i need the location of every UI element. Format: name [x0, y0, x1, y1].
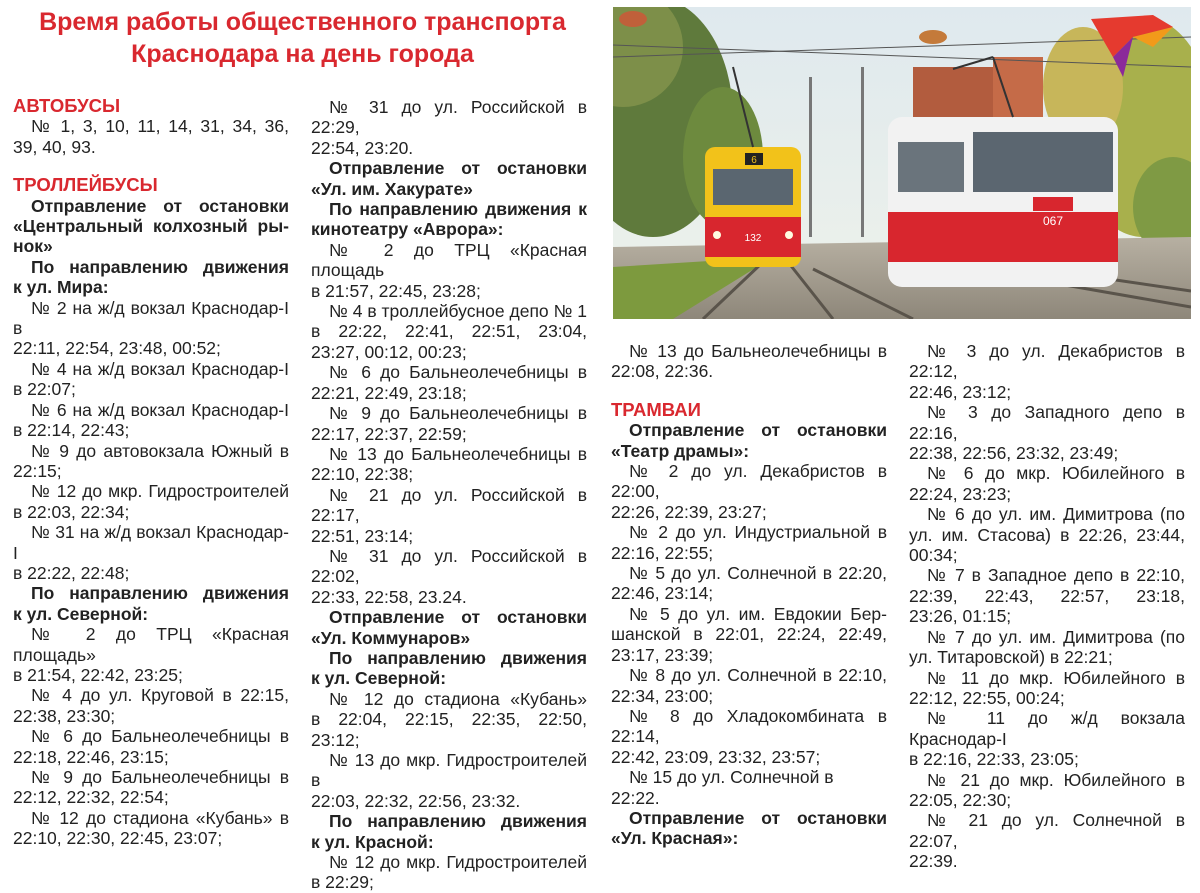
- text-line: в 22:22, 22:41, 22:51, 23:04,: [311, 321, 587, 342]
- text-line: № 21 до мкр. Юбилейного в: [927, 769, 1185, 790]
- page-title: [0, 6, 605, 70]
- text-line: № 6 до Бальнеолечебницы в: [329, 362, 587, 383]
- text-line: шанской в 22:01, 22:24, 22:49,: [611, 624, 887, 645]
- text-line: По направлению движения: [31, 583, 289, 604]
- text-line: Отправление от остановки: [629, 420, 887, 441]
- text-line: «Театр драмы»:: [611, 440, 750, 461]
- text-line: По направлению движения: [31, 256, 289, 277]
- text-line: № 6 до ул. им. Димитрова (по: [927, 504, 1185, 525]
- text-line: ул. им. Стасова) в 22:26, 23:44,: [909, 524, 1185, 545]
- tram-left-route: 6: [751, 155, 757, 166]
- text-line: в 22:03, 22:34;: [13, 501, 130, 522]
- text-line: 22:46, 23:12;: [909, 381, 1012, 402]
- text-line: № 6 до мкр. Юбилейного в: [927, 463, 1185, 484]
- text-line: № 7 в Западное депо в 22:10,: [927, 565, 1185, 586]
- text-line: 22:51, 23:14;: [311, 525, 414, 546]
- text-line: № 2 до ул. Индустриальной в: [629, 522, 887, 543]
- text-line: № 11 до ж/д вокзала Краснодар-I: [909, 708, 1185, 749]
- text-line: № 3 до ул. Декабристов в 22:12,: [909, 341, 1185, 382]
- text-line: «Центральный колхозный ры-: [13, 216, 289, 237]
- text-line: 22:33, 22:58, 23.24.: [311, 586, 467, 607]
- text-line: По направлению движения: [329, 647, 587, 668]
- text-line: № 11 до мкр. Юбилейного в: [927, 667, 1185, 688]
- text-line: 22:12, 22:55, 00:24;: [909, 687, 1065, 708]
- title-line-2: Краснодара на день города: [131, 40, 474, 68]
- text-line: 22:46, 23:14;: [611, 583, 714, 604]
- text-line: № 21 до ул. Российской в 22:17,: [311, 484, 587, 526]
- text-line: в 22:07;: [13, 379, 76, 400]
- text-line: «Ул. им. Хакурате»: [311, 178, 473, 199]
- text-line: 22:10, 22:30, 22:45, 23:07;: [13, 828, 223, 849]
- text-line: № 13 до Бальнеолечебницы в: [329, 443, 587, 464]
- text-line: в 22:22, 22:48;: [13, 562, 130, 583]
- text-line: 22:38, 23:30;: [13, 705, 116, 726]
- text-line: кинотеатру «Аврора»:: [311, 219, 504, 240]
- text-line: № 2 до ТРЦ «Красная площадь: [311, 239, 587, 281]
- text-line: № 12 до стадиона «Кубань» в: [31, 807, 289, 828]
- text-line: в 21:54, 22:42, 23:25;: [13, 664, 183, 685]
- text-line: 22:38, 22:56, 23:32, 23:49;: [909, 443, 1119, 464]
- text-line: в 22:14, 22:43;: [13, 420, 130, 441]
- text-line: нок»: [13, 236, 53, 257]
- column-1: [13, 92, 289, 849]
- tram-left-number: 132: [744, 233, 762, 244]
- text-line: № 5 до ул. им. Евдокии Бер-: [629, 603, 887, 624]
- text-line: № 8 до ул. Солнечной в 22:10,: [629, 665, 887, 686]
- text-line: № 5 до ул. Солнечной в 22:20,: [629, 563, 887, 584]
- text-line: № 13 до мкр. Гидростроителей в: [311, 750, 587, 791]
- text-line: № 2 до ТРЦ «Красная площадь»: [13, 624, 289, 665]
- text-line: № 4 в троллейбусное депо № 1: [329, 301, 587, 322]
- column-2: [311, 97, 587, 893]
- text-line: «Ул. Коммунаров»: [311, 627, 471, 648]
- text-line: По направлению движения к: [329, 199, 587, 220]
- text-line: 22:05, 22:30;: [909, 789, 1012, 810]
- text-line: 22:12, 22:32, 22:54;: [13, 787, 169, 808]
- text-line: № 8 до Хладокомбината в 22:14,: [611, 705, 887, 747]
- text-line: № 31 до ул. Российской в 22:02,: [311, 545, 587, 587]
- text-line: Отправление от остановки: [629, 807, 887, 828]
- text-line: Отправление от остановки: [329, 607, 587, 628]
- text-line: № 9 до автовокзала Южный в: [31, 440, 289, 461]
- text-line: № 6 на ж/д вокзал Краснодар-I: [31, 399, 289, 420]
- text-line: 22:39, 22:43, 22:57, 23:18,: [909, 585, 1185, 606]
- text-line: 22:18, 22:46, 23:15;: [13, 746, 169, 767]
- column-3: [611, 341, 887, 849]
- text-line: № 6 до Бальнеолечебницы в: [31, 726, 289, 747]
- column-4: [909, 341, 1185, 872]
- text-line: «Ул. Красная»:: [611, 828, 739, 849]
- text-line: в 22:04, 22:15, 22:35, 22:50,: [311, 709, 587, 730]
- text-line: к ул. Мира:: [13, 277, 109, 298]
- text-line: № 4 до ул. Круговой в 22:15,: [31, 685, 289, 706]
- text-line: 22:26, 22:39, 23:27;: [611, 501, 767, 522]
- text-line: 22:34, 23:00;: [611, 685, 714, 706]
- text-line: к ул. Красной:: [311, 831, 434, 852]
- text-line: № 4 на ж/д вокзал Краснодар-I: [31, 358, 289, 379]
- text-line: 22:16, 22:55;: [611, 542, 714, 563]
- text-line: Отправление от остановки: [31, 195, 289, 216]
- text-line: ул. Титаровской) в 22:21;: [909, 647, 1113, 668]
- tram-photo-illustration: [613, 7, 1191, 319]
- text-line: 22:42, 23:09, 23:32, 23:57;: [611, 746, 821, 767]
- text-line: 22:08, 22:36.: [611, 361, 714, 382]
- text-line: № 7 до ул. им. Димитрова (по: [927, 626, 1185, 647]
- text-line: № 2 до ул. Декабристов в 22:00,: [611, 461, 887, 502]
- tram-photo: [613, 7, 1191, 319]
- text-line: № 9 до Бальнеолечебницы в: [31, 767, 289, 787]
- tram-right-number: 067: [1042, 214, 1064, 228]
- text-line: 22:11, 22:54, 23:48, 00:52;: [13, 338, 221, 359]
- text-line: 22:10, 22:38;: [311, 464, 414, 485]
- text-line: 39, 40, 93.: [13, 136, 96, 157]
- heading-trams: ТРАМВАИ: [611, 398, 701, 420]
- text-line: 23:26, 01:15;: [909, 606, 1012, 627]
- text-line: в 21:57, 22:45, 23:28;: [311, 280, 481, 301]
- text-line: 22:54, 23:20.: [311, 137, 414, 158]
- text-line: в 22:16, 22:33, 23:05;: [909, 749, 1079, 770]
- text-line: в 22:29;: [311, 872, 374, 893]
- text-line: № 12 до мкр. Гидростроителей: [329, 852, 587, 873]
- text-line: 00:34;: [909, 545, 958, 566]
- text-line: 22:17, 22:37, 22:59;: [311, 423, 467, 444]
- heading-trolleybuses: ТРОЛЛЕЙБУСЫ: [13, 174, 158, 196]
- text-line: № 21 до ул. Солнечной в 22:07,: [909, 810, 1185, 851]
- text-line: к ул. Северной:: [311, 668, 447, 689]
- text-line: № 12 до стадиона «Кубань»: [329, 688, 587, 709]
- text-line: 22:39.: [909, 851, 958, 872]
- text-line: № 31 до ул. Российской в 22:29,: [311, 97, 587, 138]
- text-line: 23:17, 23:39;: [611, 644, 714, 665]
- text-line: По направлению движения: [329, 811, 587, 832]
- text-line: № 15 до ул. Солнечной в 22:22.: [611, 767, 834, 808]
- text-line: № 9 до Бальнеолечебницы в: [329, 403, 587, 424]
- text-line: 22:15;: [13, 460, 62, 481]
- text-line: № 1, 3, 10, 11, 14, 31, 34, 36,: [31, 116, 289, 137]
- text-line: 22:24, 23:23;: [909, 483, 1012, 504]
- text-line: Отправление от остановки: [329, 158, 587, 179]
- title-line-1: Время работы общественного транспорта: [39, 8, 566, 36]
- text-line: 23:12;: [311, 729, 360, 750]
- text-line: к ул. Северной:: [13, 603, 149, 624]
- text-line: № 31 на ж/д вокзал Краснодар-I: [13, 522, 289, 563]
- text-line: № 12 до мкр. Гидростроителей: [31, 481, 289, 502]
- text-line: 23:27, 00:12, 00:23;: [311, 341, 467, 362]
- text-line: № 3 до Западного депо в 22:16,: [909, 402, 1185, 443]
- text-line: 22:21, 22:49, 23:18;: [311, 382, 467, 403]
- text-line: № 13 до Бальнеолечебницы в: [629, 341, 887, 361]
- text-line: 22:03, 22:32, 22:56, 23:32.: [311, 790, 521, 811]
- heading-buses: АВТОБУСЫ: [13, 95, 121, 116]
- text-line: № 2 на ж/д вокзал Краснодар-I в: [13, 297, 289, 339]
